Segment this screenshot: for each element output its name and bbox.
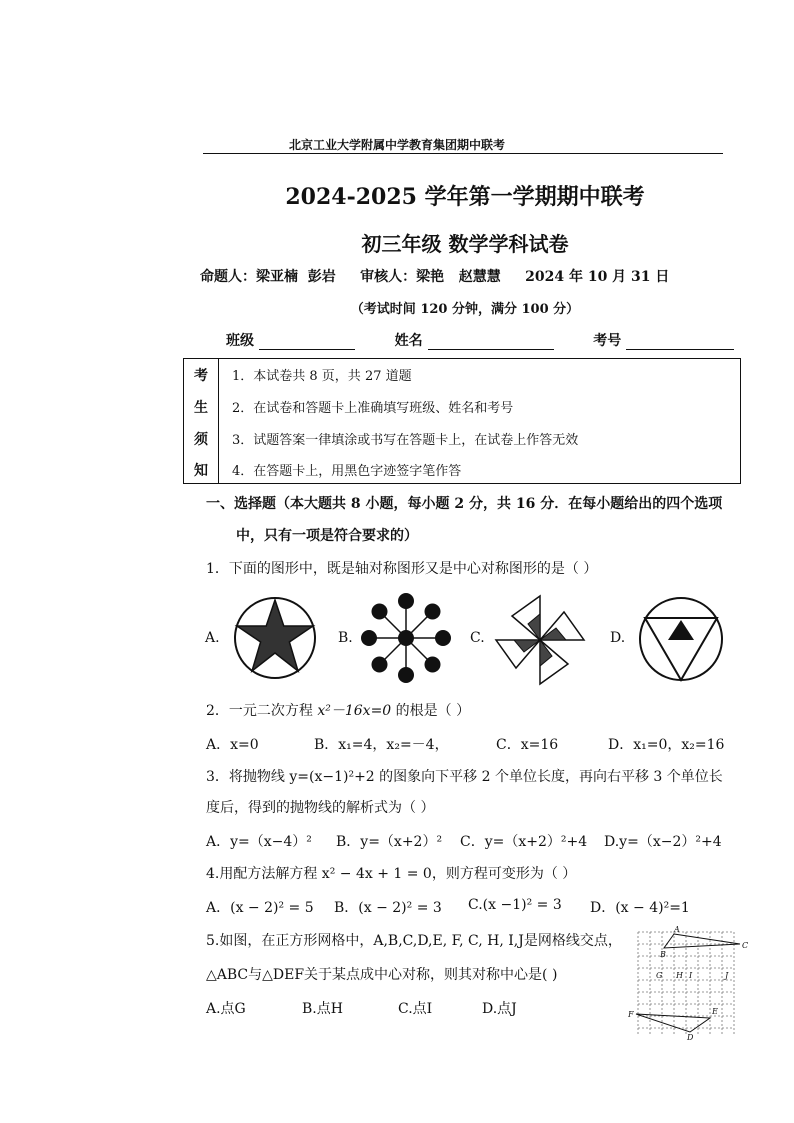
notice-item: 3．试题答案一律填涂或书写在答题卡上，在试卷上作答无效 [232,433,579,448]
triangle-in-circle-figure [636,594,726,684]
q4-option-a: A．(x − 2)² = 5 [206,900,314,916]
q1-stem: 1．下面的图形中，既是轴对称图形又是中心对称图形的是（ ） [206,561,598,577]
q2-option-a: A．x=0 [206,737,259,753]
q5-option-a: A.点G [206,1001,246,1017]
q2-equation: x²－16x=0 [317,703,392,719]
student-fields [226,330,734,350]
time-info: （考试时间 120 分钟，满分 100 分） [350,302,580,317]
notice-side-char: 须 [194,432,208,448]
grid-label: H [676,971,683,980]
grid-label: A [674,925,680,934]
class-field[interactable] [259,335,355,350]
q3-option-c: C．y=（x+2）²+4 [460,834,588,850]
authors-line: 命题人：梁亚楠 彭岩 审核人：梁艳 赵慧慧 2024 年 10 月 31 日 [200,269,670,285]
grid-label: E [712,1007,718,1016]
q2-stem-pre: 2．一元二次方程 [206,703,318,719]
q2-option-d: D．x₁=0，x₂=16 [608,737,725,753]
name-field[interactable] [428,335,554,350]
q2-option-b: B．x₁=4，x₂=－4， [314,737,449,753]
q1-option-d-label: D. [610,630,626,646]
q3-stem-line1: 3．将抛物线 y=(x−1)²+2 的图象向下平移 2 个单位长度，再向右平移 3 个单位长 [206,769,723,785]
q1-option-c-label: C. [470,630,485,646]
q2-stem [206,700,470,720]
q3-option-a: A．y=（x−4）² [206,834,312,850]
star-in-circle-figure [230,596,320,680]
notice-side [184,359,219,483]
grid-label: F [628,1010,634,1019]
notice-box [183,358,741,484]
name-label: 姓名 [394,333,423,349]
notice-side-char: 考 [194,368,208,384]
notice-side-char: 生 [194,400,208,416]
notice-item: 4．在答题卡上，用黑色字迹签字笔作答 [232,464,462,479]
q1-option-a-label: A. [205,630,220,646]
school-header: 北京工业大学附属中学教育集团期中联考 [288,138,505,152]
grid-label: I [689,971,693,980]
q5-option-b: B.点H [302,1001,343,1017]
q3-option-b: B．y=（x+2）² [336,834,443,850]
grid-figure [628,924,752,1044]
q2-option-c: C．x=16 [496,737,559,753]
grid-label: B [660,950,666,959]
q4-stem: 4.用配方法解方程 x² − 4x + 1 = 0，则方程可变形为（ ） [206,866,577,882]
section-heading: 一、选择题（本大题共 8 小题，每小题 2 分，共 16 分．在每小题给出的四个选项 [206,496,723,512]
q3-stem-line2: 度后，得到的抛物线的解析式为（ ） [206,800,435,816]
grid-label: C [742,941,749,950]
q3-option-d: D.y=（x−2）²+4 [604,834,722,850]
section-heading-cont: 中，只有一项是符合要求的） [236,528,418,544]
q5-stem-line1: 5.如图，在正方形网格中，A,B,C,D,E, F, C, H, I,J是网格线交点， [206,933,622,949]
class-label: 班级 [226,333,254,349]
q5-option-c: C.点I [398,1001,433,1017]
q4-option-c: C.(x −1)² = 3 [468,897,562,913]
grid-label: D [687,1033,694,1042]
flower-dots-figure [360,592,452,684]
id-label: 考号 [593,333,622,349]
id-field[interactable] [626,335,734,350]
q4-option-d: D．(x − 4)²=1 [590,900,690,916]
notice-item: 1．本试卷共 8 页，共 27 道题 [232,369,412,384]
pinwheel-figure [492,592,588,688]
notice-item: 2．在试卷和答题卡上准确填写班级、姓名和考号 [232,401,514,416]
header-rule [203,153,723,154]
grid-label: J [725,971,729,980]
q5-stem-line2: △ABC与△DEF关于某点成中心对称，则其对称中心是( ) [206,967,558,983]
q1-option-b-label: B. [338,630,353,646]
q2-stem-post: 的根是（ ） [391,703,471,719]
exam-title: 2024-2025 学年第一学期期中联考 [285,184,645,210]
q5-option-d: D.点J [482,1001,517,1017]
notice-side-char: 知 [194,463,208,479]
grid-label: G [656,971,663,980]
exam-subtitle: 初三年级 数学学科试卷 [361,232,569,256]
q4-option-b: B．(x − 2)² = 3 [334,900,442,916]
